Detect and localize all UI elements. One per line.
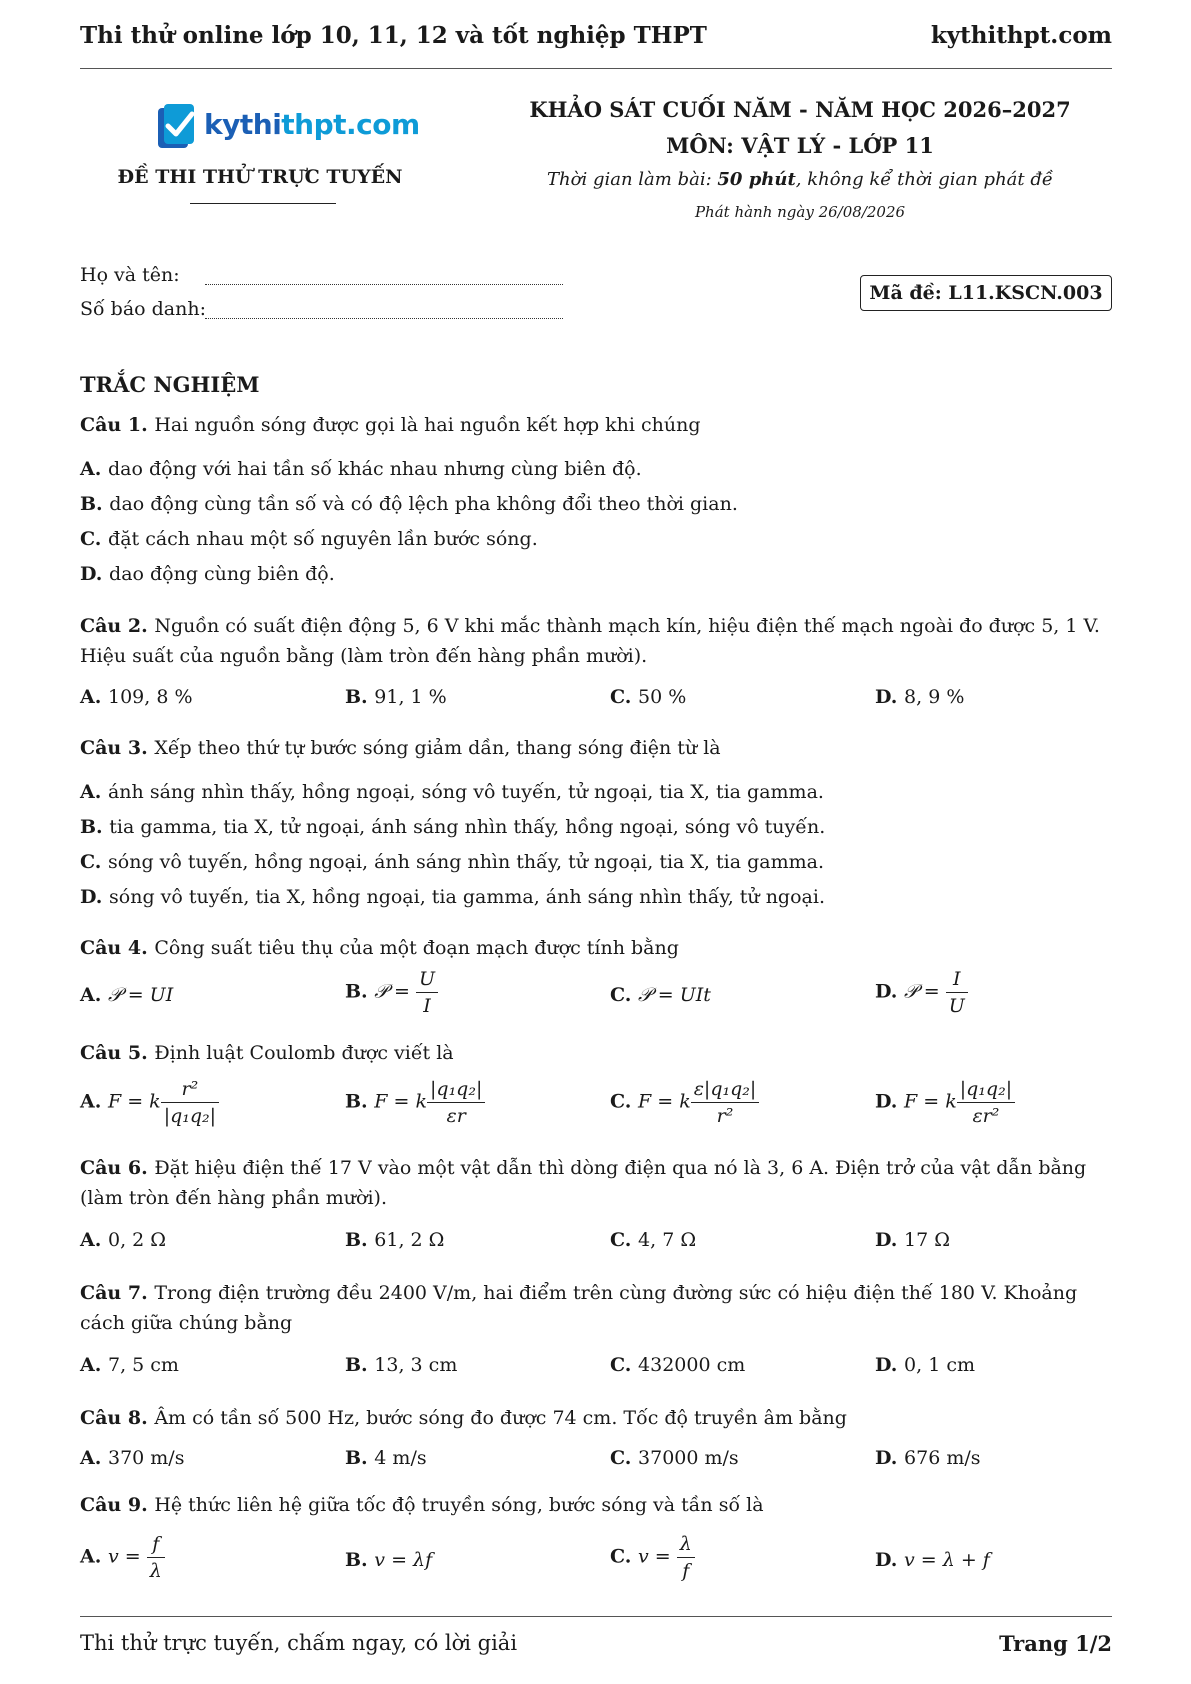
question-number: Câu 3. bbox=[80, 737, 155, 759]
logo-mark-icon bbox=[154, 102, 200, 152]
option-text: 7, 5 cm bbox=[107, 1354, 179, 1376]
header-left-text: Thi thử online lớp 10, 11, 12 và tốt nghiệp THPT bbox=[80, 22, 707, 49]
question-5-option-a[interactable] bbox=[80, 1076, 219, 1129]
option-letter: D. bbox=[875, 1549, 905, 1571]
question-7-option-d[interactable] bbox=[875, 1350, 975, 1380]
question-6 bbox=[80, 1153, 1112, 1213]
question-text: Đặt hiệu điện thế 17 V vào một vật dẫn thì dòng điện qua nó là 3, 6 A. Điện trở của vật dẫn bằng (làm tròn đến hàng phần mười). bbox=[80, 1157, 1087, 1209]
question-4-option-b[interactable] bbox=[345, 966, 438, 1019]
logo-text-part2: thpt.com bbox=[281, 108, 420, 141]
option-text: 4 m/s bbox=[374, 1447, 427, 1469]
header-divider bbox=[80, 68, 1112, 69]
question-text: Công suất tiêu thụ của một đoạn mạch được tính bằng bbox=[154, 937, 679, 959]
question-number: Câu 9. bbox=[80, 1494, 155, 1516]
question-8-option-c[interactable] bbox=[610, 1443, 739, 1473]
question-5-option-c[interactable] bbox=[610, 1076, 759, 1129]
option-text: 𝒫 = UIt bbox=[638, 984, 711, 1006]
question-2-option-a[interactable] bbox=[80, 682, 193, 712]
option-letter: C. bbox=[610, 686, 639, 708]
candidate-id-field[interactable] bbox=[205, 318, 563, 319]
question-text: Nguồn có suất điện động 5, 6 V khi mắc thành mạch kín, hiệu điện thế mạch ngoài đo được 5, 1 V. Hiệu suất của nguồn bằng (làm tròn đến hàng phần mười). bbox=[80, 615, 1100, 667]
option-letter: D. bbox=[875, 980, 905, 1003]
header-site-link[interactable]: kythithpt.com bbox=[930, 22, 1112, 49]
question-number: Câu 2. bbox=[80, 615, 155, 637]
option-letter: A. bbox=[80, 984, 108, 1006]
option-letter: A. bbox=[80, 686, 108, 708]
option-text: tia gamma, tia X, tử ngoại, ánh sáng nhìn thấy, hồng ngoại, sóng vô tuyến. bbox=[109, 816, 826, 838]
fraction-denominator: r² bbox=[716, 1105, 734, 1127]
question-1-option-c[interactable] bbox=[80, 524, 538, 554]
question-7 bbox=[80, 1278, 1112, 1338]
exam-page bbox=[80, 0, 1112, 1684]
option-letter: D. bbox=[875, 1090, 905, 1113]
question-9 bbox=[80, 1490, 1112, 1520]
question-4-option-c[interactable] bbox=[610, 980, 711, 1010]
option-text: 370 m/s bbox=[107, 1447, 185, 1469]
option-letter: A. bbox=[80, 781, 108, 803]
option-letter: B. bbox=[345, 980, 375, 1003]
formula-prefix: F = k bbox=[374, 1090, 427, 1113]
option-text: 37000 m/s bbox=[638, 1447, 739, 1469]
question-number: Câu 5. bbox=[80, 1042, 155, 1064]
fraction-numerator: |q₁q₂| bbox=[427, 1076, 485, 1103]
question-2 bbox=[80, 611, 1112, 671]
question-8-option-d[interactable] bbox=[875, 1443, 981, 1473]
question-5-option-d[interactable] bbox=[875, 1076, 1015, 1129]
option-text: v = λf bbox=[374, 1549, 433, 1571]
question-4 bbox=[80, 933, 1112, 963]
question-3-option-c[interactable] bbox=[80, 847, 824, 877]
formula-fraction bbox=[691, 1076, 760, 1129]
formula-fraction bbox=[161, 1076, 219, 1129]
option-text: 𝒫 = UI bbox=[107, 984, 174, 1006]
fraction-denominator: |q₁q₂| bbox=[163, 1105, 217, 1127]
fraction-denominator: εr² bbox=[972, 1105, 1000, 1127]
formula-prefix: 𝒫 = bbox=[904, 980, 946, 1003]
question-2-option-c[interactable] bbox=[610, 682, 686, 712]
question-text: Định luật Coulomb được viết là bbox=[154, 1042, 454, 1064]
question-text: Hệ thức liên hệ giữa tốc độ truyền sóng, bước sóng và tần số là bbox=[154, 1494, 764, 1516]
exam-title: KHẢO SÁT CUỐI NĂM - NĂM HỌC 2026–2027 bbox=[529, 97, 1071, 122]
fraction-numerator: I bbox=[946, 966, 968, 993]
option-text: ánh sáng nhìn thấy, hồng ngoại, sóng vô tuyến, tử ngoại, tia X, tia gamma. bbox=[107, 781, 824, 803]
question-5 bbox=[80, 1038, 1112, 1068]
formula-prefix: F = k bbox=[107, 1090, 161, 1113]
question-number: Câu 8. bbox=[80, 1407, 155, 1429]
formula-prefix: v = bbox=[107, 1545, 147, 1568]
exam-subject: MÔN: VẬT LÝ - LỚP 11 bbox=[666, 133, 934, 158]
option-text: 0, 2 Ω bbox=[107, 1229, 167, 1251]
option-text: 0, 1 cm bbox=[904, 1354, 975, 1376]
question-6-option-d[interactable] bbox=[875, 1225, 950, 1255]
option-letter: B. bbox=[345, 686, 375, 708]
option-letter: A. bbox=[80, 1447, 108, 1469]
logo-text bbox=[204, 108, 420, 141]
option-letter: C. bbox=[610, 1354, 639, 1376]
question-3 bbox=[80, 733, 1112, 763]
option-text: 61, 2 Ω bbox=[374, 1229, 445, 1251]
fraction-denominator: f bbox=[682, 1560, 690, 1582]
option-letter: D. bbox=[80, 886, 110, 908]
question-3-option-a[interactable] bbox=[80, 777, 824, 807]
option-text: 676 m/s bbox=[904, 1447, 981, 1469]
formula-prefix: F = k bbox=[638, 1090, 691, 1113]
exam-time-prefix: Thời gian làm bài: bbox=[547, 169, 718, 190]
question-4-option-a[interactable] bbox=[80, 980, 173, 1010]
fraction-numerator: r² bbox=[161, 1076, 219, 1103]
option-letter: B. bbox=[345, 1354, 375, 1376]
exam-time-suffix: , không kể thời gian phát đề bbox=[795, 169, 1053, 190]
option-text: 432000 cm bbox=[638, 1354, 746, 1376]
formula-fraction bbox=[677, 1531, 695, 1584]
exam-code-box: Mã đề: L11.KSCN.003 bbox=[860, 275, 1112, 311]
option-text: 50 % bbox=[638, 686, 687, 708]
question-1-option-d[interactable] bbox=[80, 559, 335, 589]
option-text: dao động cùng biên độ. bbox=[109, 563, 335, 585]
question-7-option-c[interactable] bbox=[610, 1350, 745, 1380]
option-letter: C. bbox=[610, 1545, 639, 1568]
option-letter: B. bbox=[345, 1549, 375, 1571]
option-letter: C. bbox=[80, 528, 109, 550]
question-1-option-b[interactable] bbox=[80, 489, 738, 519]
exam-time-value: 50 phút bbox=[717, 169, 796, 190]
option-text: 13, 3 cm bbox=[374, 1354, 458, 1376]
option-text: sóng vô tuyến, tia X, hồng ngoại, tia gamma, ánh sáng nhìn thấy, tử ngoại. bbox=[109, 886, 825, 908]
fraction-denominator: λ bbox=[149, 1560, 162, 1582]
option-text: 4, 7 Ω bbox=[638, 1229, 697, 1251]
option-text: v = λ + f bbox=[904, 1549, 990, 1571]
exam-time bbox=[500, 169, 1100, 190]
exam-issued-date: Phát hành ngày 26/08/2026 bbox=[694, 203, 906, 221]
question-9-option-c[interactable] bbox=[610, 1531, 695, 1584]
option-letter: B. bbox=[80, 816, 110, 838]
question-4-option-d[interactable] bbox=[875, 966, 968, 1019]
option-text: sóng vô tuyến, hồng ngoại, ánh sáng nhìn thấy, tử ngoại, tia X, tia gamma. bbox=[108, 851, 824, 873]
formula-fraction bbox=[147, 1531, 165, 1584]
online-exam-label: ĐỀ THI THỬ TRỰC TUYẾN bbox=[117, 166, 403, 188]
formula-fraction bbox=[427, 1076, 485, 1129]
option-letter: B. bbox=[345, 1090, 375, 1113]
option-text: 109, 8 % bbox=[107, 686, 193, 708]
option-letter: B. bbox=[80, 493, 110, 515]
question-2-option-b[interactable] bbox=[345, 682, 447, 712]
option-letter: B. bbox=[345, 1447, 375, 1469]
question-number: Câu 7. bbox=[80, 1282, 155, 1304]
formula-fraction bbox=[957, 1076, 1015, 1129]
formula-fraction bbox=[416, 966, 438, 1019]
name-field[interactable] bbox=[205, 284, 563, 285]
question-text: Hai nguồn sóng được gọi là hai nguồn kết hợp khi chúng bbox=[154, 414, 701, 436]
option-letter: C. bbox=[610, 1229, 639, 1251]
section-heading: TRẮC NGHIỆM bbox=[80, 372, 260, 397]
question-8-option-a[interactable] bbox=[80, 1443, 184, 1473]
question-2-option-d[interactable] bbox=[875, 682, 964, 712]
question-text: Âm có tần số 500 Hz, bước sóng đo được 74 cm. Tốc độ truyền âm bằng bbox=[154, 1407, 847, 1429]
site-logo[interactable] bbox=[154, 100, 420, 156]
question-9-option-a[interactable] bbox=[80, 1531, 165, 1584]
question-number: Câu 4. bbox=[80, 937, 155, 959]
option-letter: D. bbox=[875, 1447, 905, 1469]
question-6-option-a[interactable] bbox=[80, 1225, 166, 1255]
option-text: đặt cách nhau một số nguyên lần bước sóng. bbox=[108, 528, 538, 550]
option-letter: A. bbox=[80, 1229, 108, 1251]
question-1-option-a[interactable] bbox=[80, 454, 642, 484]
question-7-option-b[interactable] bbox=[345, 1350, 457, 1380]
question-text: Trong điện trường đều 2400 V/m, hai điểm trên cùng đường sức có hiệu điện thế 180 V. Khoảng cách giữa chúng bằng bbox=[80, 1282, 1078, 1334]
question-9-option-b[interactable] bbox=[345, 1545, 432, 1575]
question-5-option-b[interactable] bbox=[345, 1076, 485, 1129]
logo-text-part1: kythi bbox=[204, 108, 282, 141]
formula-prefix: v = bbox=[638, 1545, 677, 1568]
question-number: Câu 1. bbox=[80, 414, 155, 436]
question-3-option-d[interactable] bbox=[80, 882, 825, 912]
option-text: 17 Ω bbox=[904, 1229, 951, 1251]
formula-prefix: F = k bbox=[904, 1090, 957, 1113]
option-letter: B. bbox=[345, 1229, 375, 1251]
footer-left-text: Thi thử trực tuyến, chấm ngay, có lời giải bbox=[80, 1631, 518, 1655]
option-letter: C. bbox=[80, 851, 109, 873]
question-3-option-b[interactable] bbox=[80, 812, 825, 842]
option-text: dao động với hai tần số khác nhau nhưng cùng biên độ. bbox=[107, 458, 642, 480]
question-6-option-c[interactable] bbox=[610, 1225, 696, 1255]
option-letter: D. bbox=[875, 686, 905, 708]
page-header bbox=[80, 22, 1112, 52]
option-letter: D. bbox=[80, 563, 110, 585]
question-text: Xếp theo thứ tự bước sóng giảm dần, thang sóng điện từ là bbox=[154, 737, 721, 759]
name-label: Họ và tên: bbox=[80, 264, 180, 286]
question-9-option-d[interactable] bbox=[875, 1545, 990, 1575]
question-7-option-a[interactable] bbox=[80, 1350, 179, 1380]
fraction-denominator: εr bbox=[446, 1105, 466, 1127]
option-letter: C. bbox=[610, 984, 639, 1006]
option-letter: A. bbox=[80, 1090, 108, 1113]
option-text: 91, 1 % bbox=[374, 686, 447, 708]
question-number: Câu 6. bbox=[80, 1157, 155, 1179]
option-letter: C. bbox=[610, 1447, 639, 1469]
question-8 bbox=[80, 1403, 1112, 1433]
option-letter: A. bbox=[80, 1545, 108, 1568]
footer-divider bbox=[80, 1616, 1112, 1617]
fraction-numerator: ε|q₁q₂| bbox=[691, 1076, 760, 1103]
option-text: 8, 9 % bbox=[904, 686, 965, 708]
option-letter: D. bbox=[875, 1354, 905, 1376]
fraction-denominator: U bbox=[948, 995, 965, 1017]
fraction-numerator: f bbox=[147, 1531, 165, 1558]
page-number: Trang 1/2 bbox=[999, 1631, 1112, 1656]
fraction-numerator: U bbox=[416, 966, 438, 993]
formula-prefix: 𝒫 = bbox=[374, 980, 416, 1003]
option-text: dao động cùng tần số và có độ lệch pha không đổi theo thời gian. bbox=[109, 493, 738, 515]
option-letter: D. bbox=[875, 1229, 905, 1251]
question-8-option-b[interactable] bbox=[345, 1443, 427, 1473]
option-letter: A. bbox=[80, 1354, 108, 1376]
candidate-id-label: Số báo danh: bbox=[80, 298, 207, 320]
fraction-numerator: λ bbox=[677, 1531, 695, 1558]
formula-fraction bbox=[946, 966, 968, 1019]
subtitle-underline bbox=[190, 203, 336, 204]
question-6-option-b[interactable] bbox=[345, 1225, 444, 1255]
option-letter: A. bbox=[80, 458, 108, 480]
fraction-denominator: I bbox=[423, 995, 431, 1017]
option-letter: C. bbox=[610, 1090, 639, 1113]
fraction-numerator: |q₁q₂| bbox=[957, 1076, 1015, 1103]
question-1 bbox=[80, 410, 1112, 440]
